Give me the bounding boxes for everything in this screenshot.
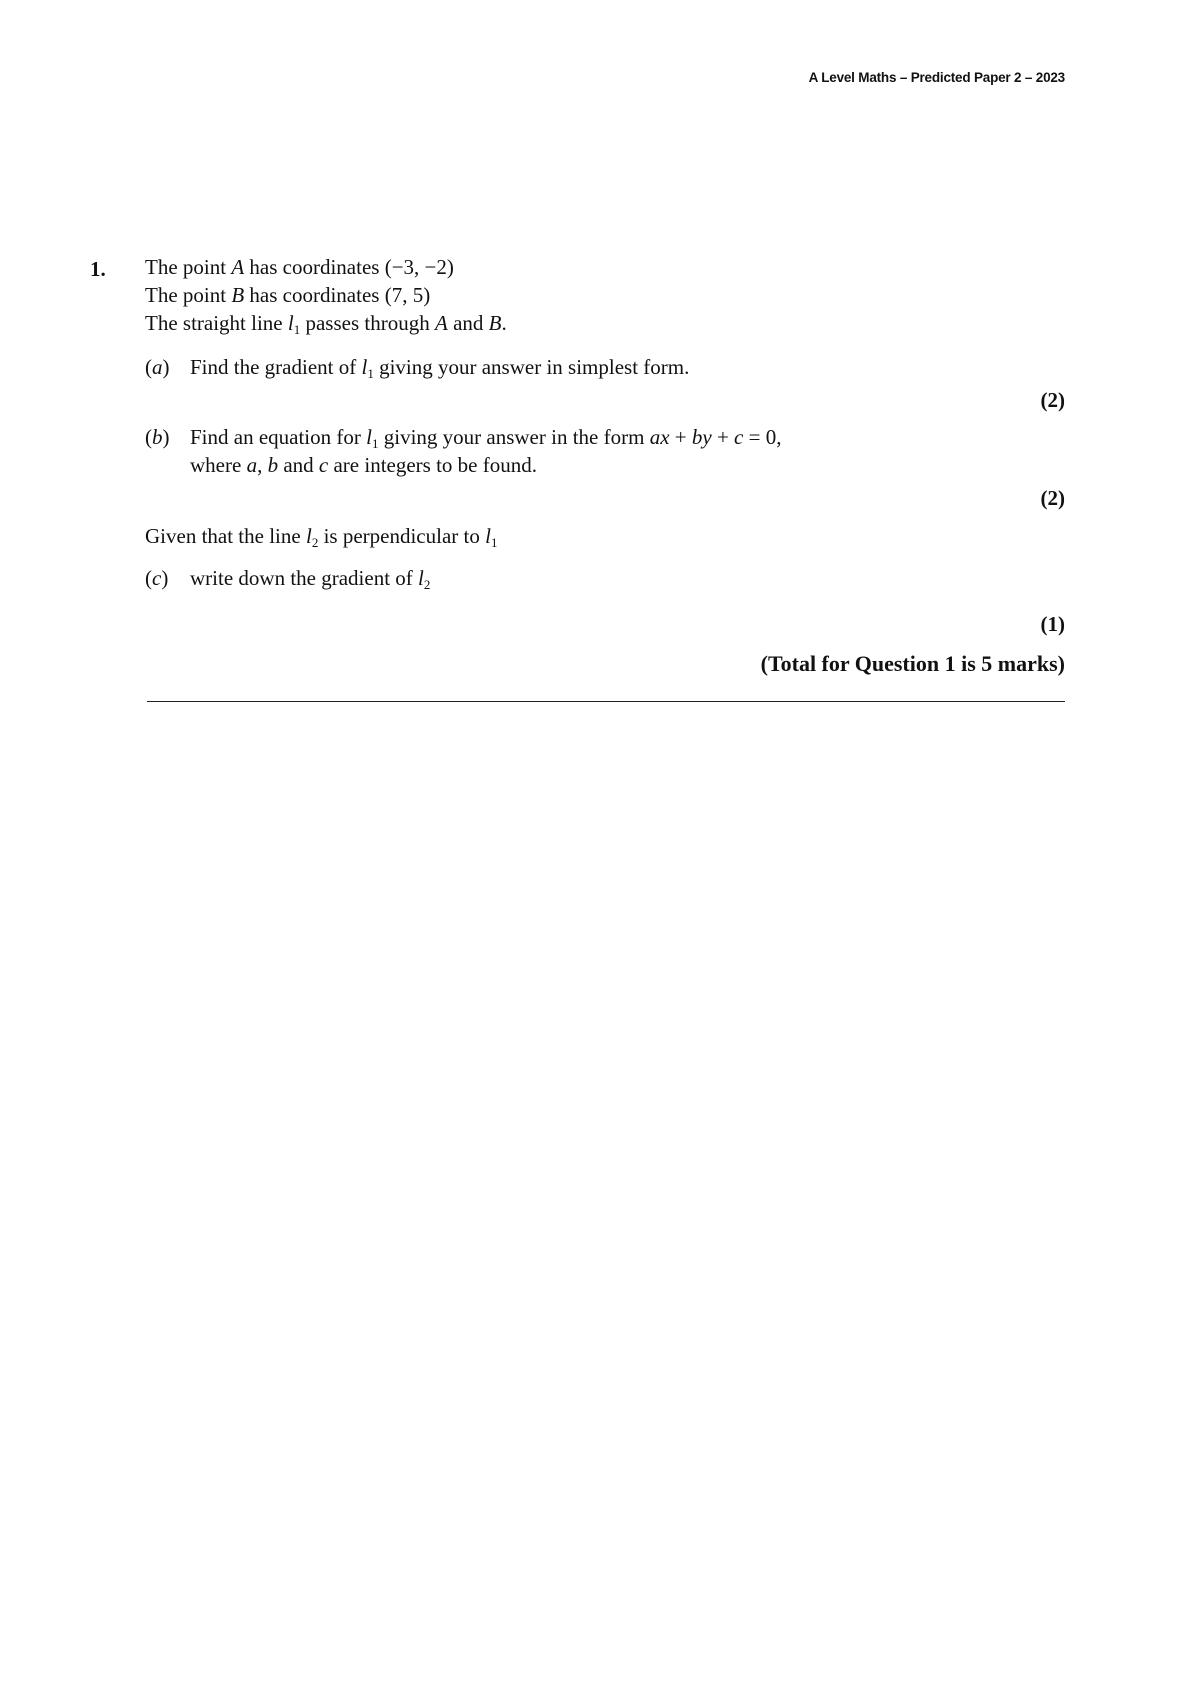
- part-c-label: (c): [145, 566, 169, 590]
- stem-line-3: The straight line $l_1$ passes through A and B.: [145, 311, 507, 337]
- page-header: A Level Maths – Predicted Paper 2 – 2023: [808, 70, 1065, 85]
- given-statement: Given that the line $l_2$ is perpendicular to $l_1$: [145, 524, 498, 550]
- stem-line-1: The point A has coordinates (−3, −2): [145, 255, 454, 279]
- part-b-line-2: where a, b and c are integers to be found.: [190, 453, 537, 477]
- part-a-marks: (2): [1040, 388, 1065, 412]
- part-b-marks: (2): [1040, 486, 1065, 510]
- question-number: 1.: [90, 257, 106, 281]
- part-c-marks: (1): [1040, 612, 1065, 636]
- stem-line-2: The point B has coordinates (7, 5): [145, 283, 431, 307]
- part-b-label: (b): [145, 425, 170, 449]
- part-a-label: (a): [145, 355, 170, 379]
- end-of-question-rule: [147, 701, 1065, 702]
- part-a-text: Find the gradient of $l_1$ giving your answer in simplest form.: [190, 355, 690, 381]
- part-c-text: write down the gradient of $l_2$: [190, 566, 431, 592]
- part-b-line-1: Find an equation for $l_1$ giving your answer in the form ax + by + c = 0,: [190, 425, 782, 451]
- question-total: (Total for Question 1 is 5 marks): [760, 651, 1065, 676]
